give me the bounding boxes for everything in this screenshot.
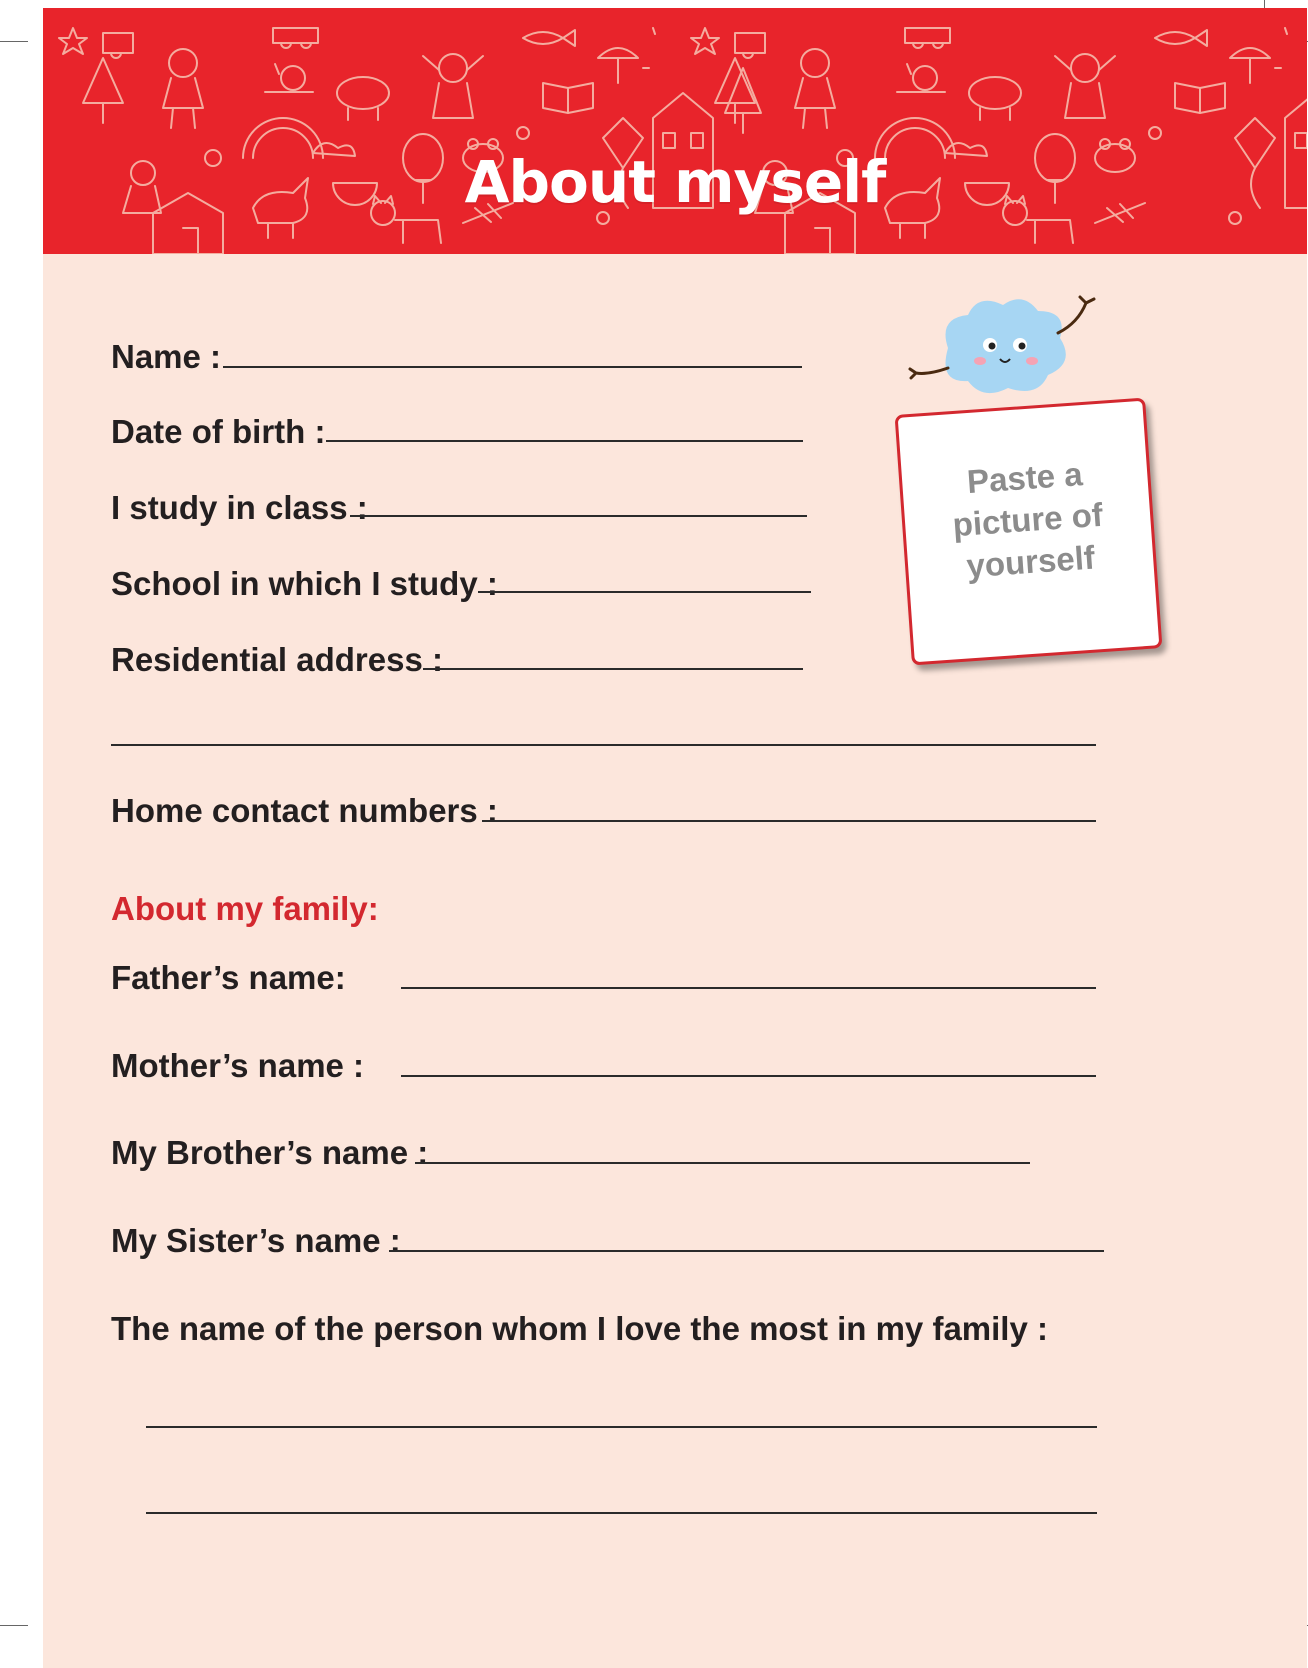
photo-text-line: Paste a (965, 455, 1084, 501)
doodle-pattern-icon (43, 8, 1307, 254)
class-label: I study in class : (111, 489, 368, 526)
page-title: About myself (464, 148, 886, 216)
school-line[interactable] (478, 591, 811, 593)
address-label: Residential address : (111, 641, 443, 678)
crop-mark (0, 41, 28, 42)
favourite-line-2[interactable] (146, 1512, 1097, 1514)
photo-text-line: picture of (951, 495, 1104, 544)
worksheet-page (43, 8, 1307, 1668)
father-label: Father’s name: (111, 959, 346, 996)
crop-mark (0, 1625, 28, 1626)
address-line-2[interactable] (111, 744, 1096, 746)
mother-label: Mother’s name : (111, 1047, 365, 1084)
photo-paste-box[interactable] (895, 398, 1163, 666)
contact-line[interactable] (482, 820, 1096, 822)
sister-line[interactable] (389, 1250, 1104, 1252)
cloud-mascot-icon (908, 293, 1108, 413)
family-heading: About my family: (111, 890, 379, 927)
father-line[interactable] (401, 987, 1096, 989)
class-line[interactable] (350, 515, 807, 517)
school-label: School in which I study : (111, 565, 498, 602)
dob-label: Date of birth : (111, 413, 326, 450)
contact-label: Home contact numbers : (111, 792, 498, 829)
name-line[interactable] (223, 366, 802, 368)
sister-label: My Sister’s name : (111, 1222, 401, 1259)
brother-line[interactable] (415, 1162, 1030, 1164)
address-line-1[interactable] (423, 668, 803, 670)
header-banner (43, 8, 1307, 254)
mother-line[interactable] (401, 1075, 1096, 1077)
name-label: Name : (111, 338, 222, 375)
photo-instruction (901, 449, 1154, 592)
favourite-person-label: The name of the person whom I love the most in my family : (111, 1310, 1048, 1347)
favourite-line-1[interactable] (146, 1426, 1097, 1428)
photo-text-line: yourself (965, 538, 1096, 585)
brother-label: My Brother’s name : (111, 1134, 429, 1171)
dob-line[interactable] (326, 440, 803, 442)
